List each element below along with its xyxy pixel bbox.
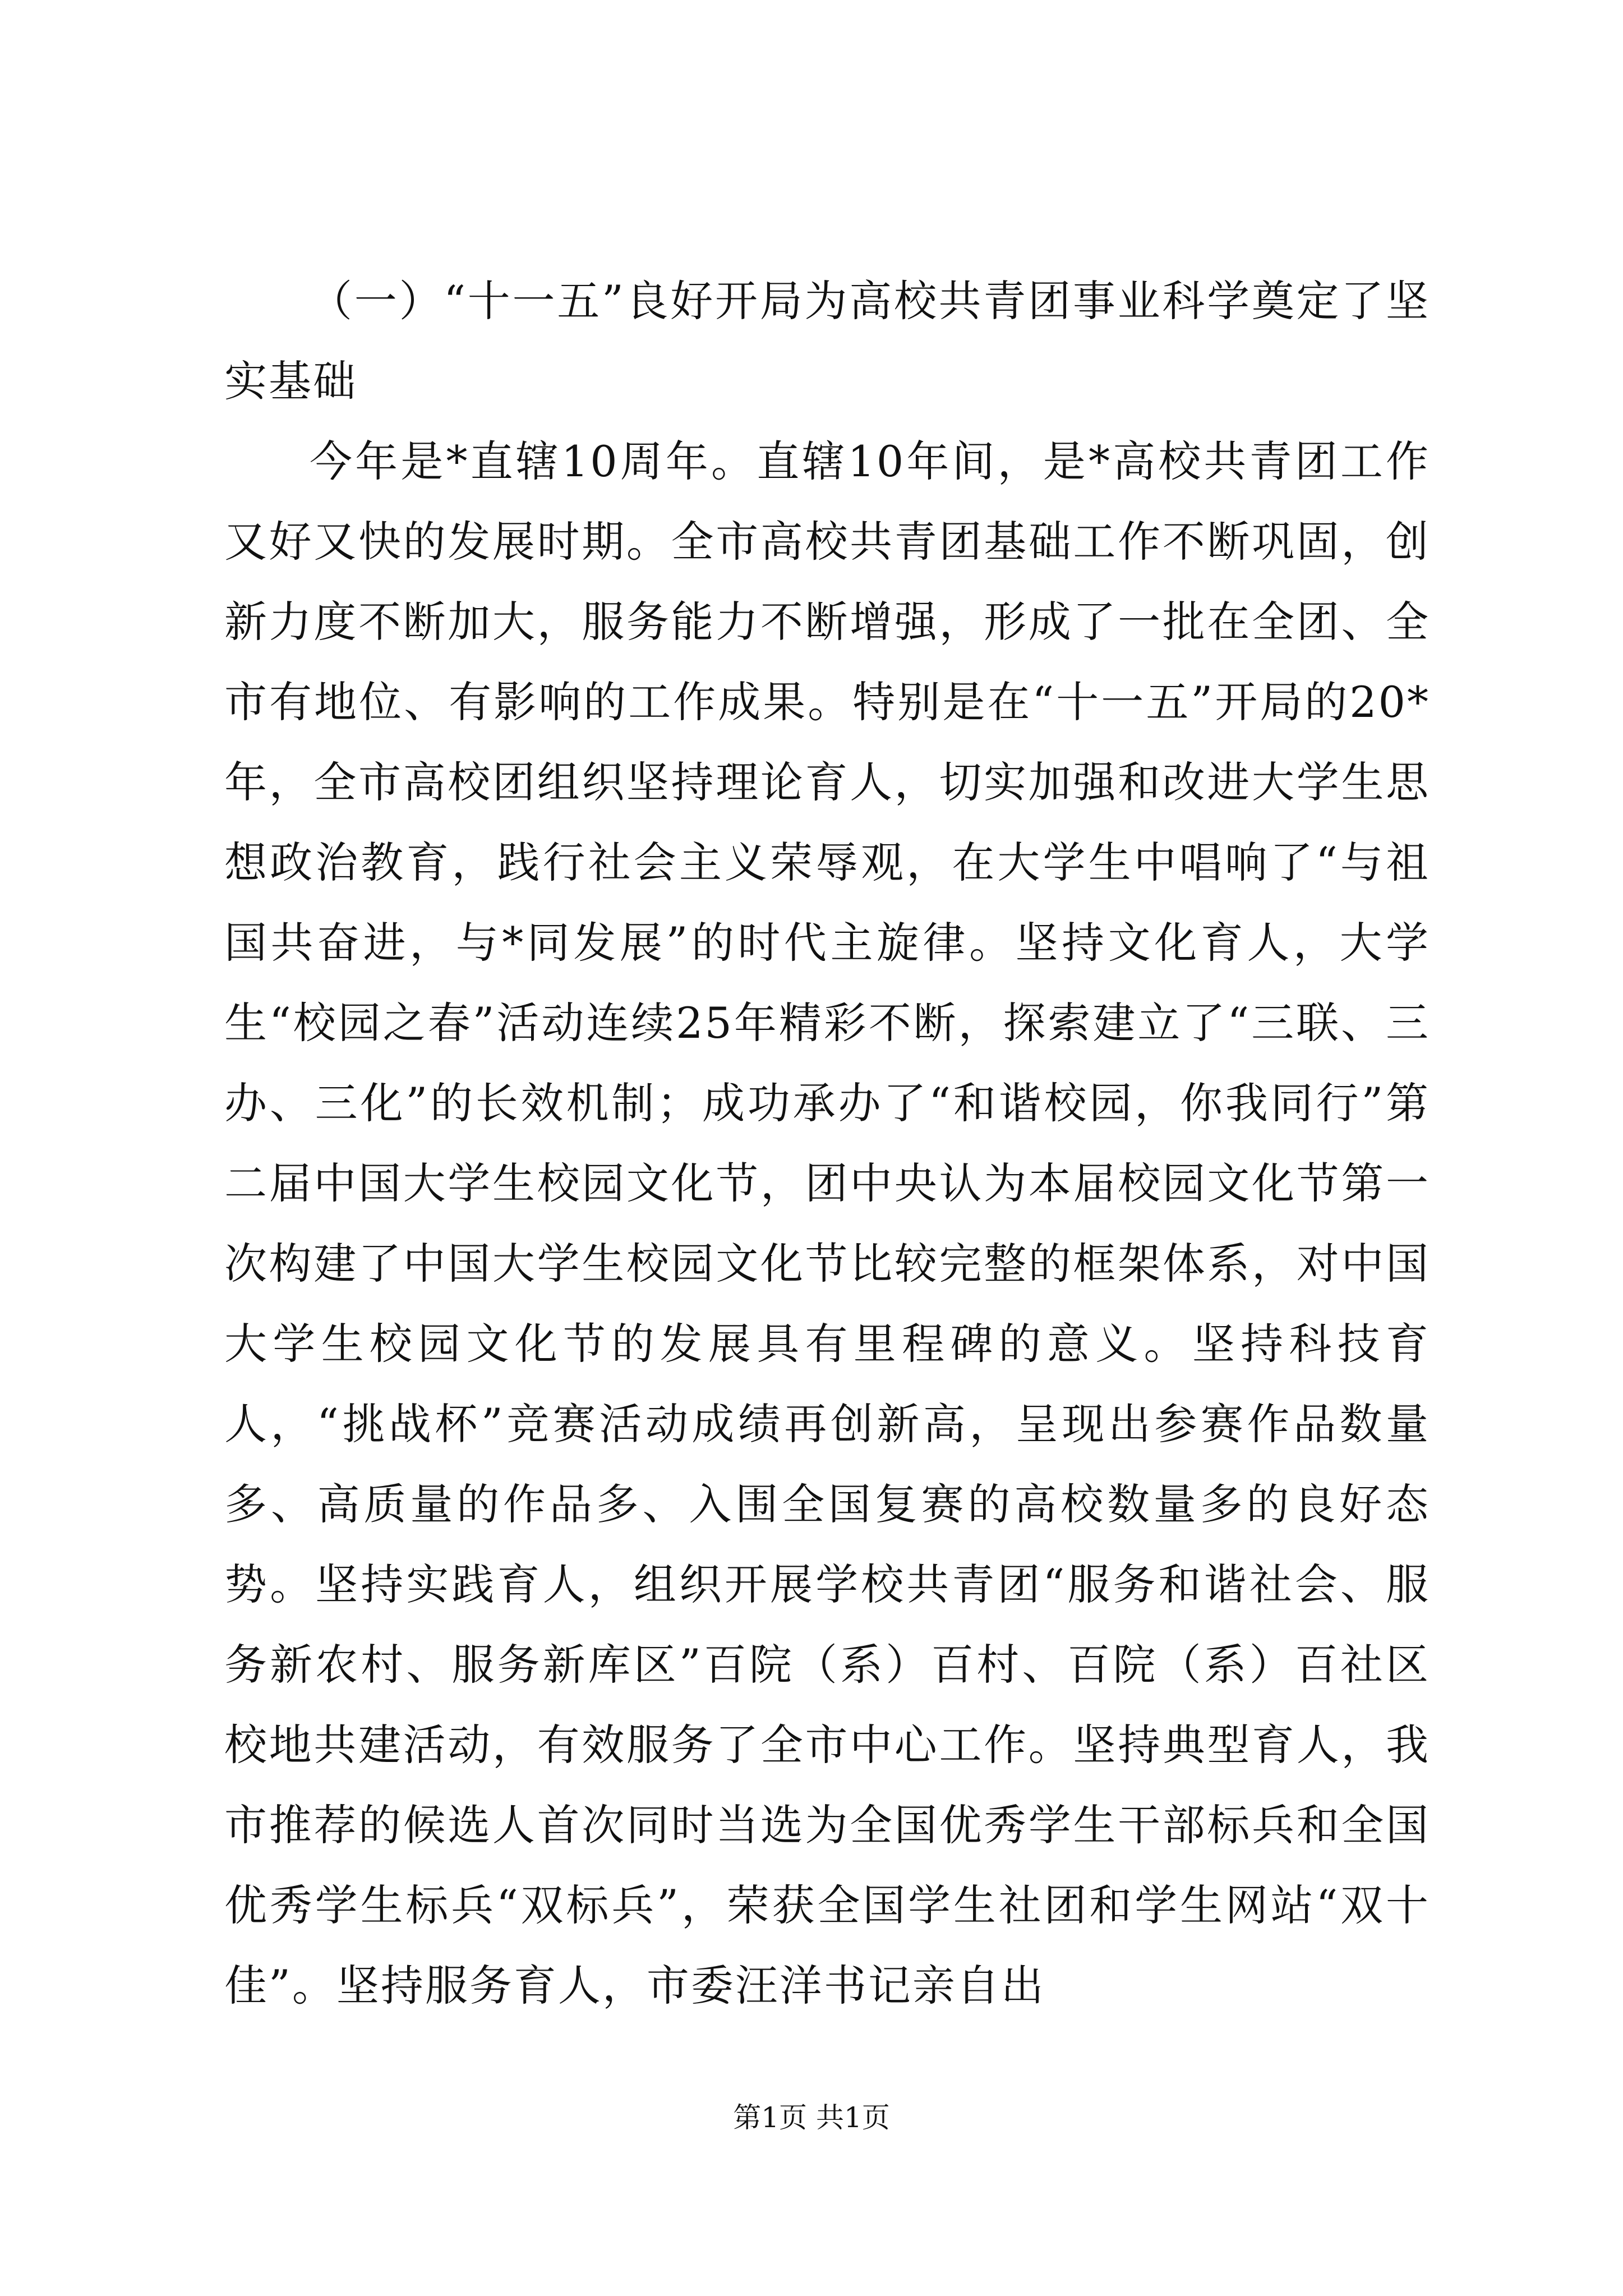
section-heading: （一）“十一五”良好开局为高校共青团事业科学奠定了坚实基础 xyxy=(224,276,1430,406)
page-footer: 第1页 共1页 xyxy=(733,2101,890,2134)
document-body xyxy=(224,261,1430,2026)
body-paragraph: 今年是*直辖10周年。直辖10年间，是*高校共青团工作又好又快的发展时期。全市高校共青团基础工作不断巩固，创新力度不断加大，服务能力不断增强，形成了一批在全团、全市有地位、有影响的工作成果。特别是在“十一五”开局的20*年，全市高校团组织坚持理论育人，切实加强和改进大学生思想政治教育，践行社会主义荣辱观，在大学生中唱响了“与祖国共奋进，与*同发展”的时代主旋律。坚持文化育人，大学生“校园之春”活动连续25年精彩不断，探索建立了“三联、三办、三化”的长效机制；成功承办了“和谐校园，你我同行”第二届中国大学生校园文化节，团中央认为本届校园文化节第一次构建了中国大学生校园文化节比较完整的框架体系，对中国大学生校园文化节的发展具有里程碑的意义。坚持科技育人，“挑战杯”竞赛活动成绩再创新高，呈现出参赛作品数量多、高质量的作品多、入围全国复赛的高校数量多的良好态势。坚持实践育人，组织开展学校共青团“服务和谐社会、服务新农村、服务新库区”百院（系）百村、百院（系）百社区校地共建活动，有效服务了全市中心工作。坚持典型育人，我市推荐的候选人首次同时当选为全国优秀学生干部标兵和全国优秀学生标兵“双标兵”，荣获全国学生社团和学生网站“双十佳”。坚持服务育人，市委汪洋书记亲自出 xyxy=(224,436,1430,2010)
